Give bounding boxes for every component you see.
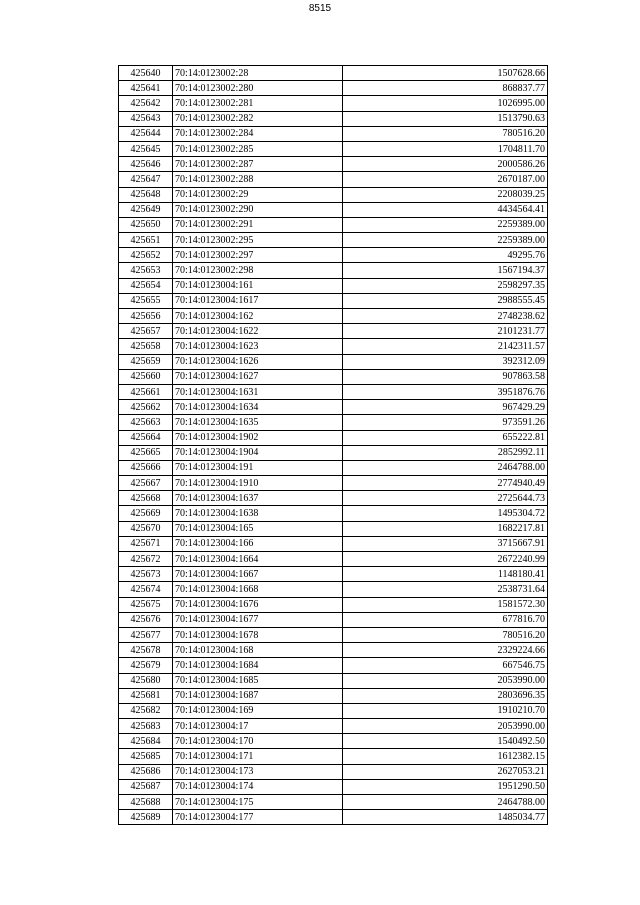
table-row xyxy=(119,233,548,248)
row-number-cell: 425680 xyxy=(119,673,173,688)
cadastral-value-cell: 3951876.76 xyxy=(343,384,548,399)
cadastral-number-cell: 70:14:0123004:169 xyxy=(173,703,343,718)
table-row xyxy=(119,354,548,369)
cadastral-number-cell: 70:14:0123004:175 xyxy=(173,795,343,810)
cadastral-number-cell: 70:14:0123004:1635 xyxy=(173,415,343,430)
table-row xyxy=(119,369,548,384)
cadastral-value-cell: 2464788.00 xyxy=(343,460,548,475)
cadastral-value-cell: 1910210.70 xyxy=(343,703,548,718)
cadastral-number-cell: 70:14:0123002:295 xyxy=(173,233,343,248)
page-number: 8515 xyxy=(308,3,332,14)
row-number-cell: 425644 xyxy=(119,126,173,141)
row-number-cell: 425663 xyxy=(119,415,173,430)
row-number-cell: 425657 xyxy=(119,324,173,339)
cadastral-number-cell: 70:14:0123002:298 xyxy=(173,263,343,278)
row-number-cell: 425673 xyxy=(119,567,173,582)
table-row xyxy=(119,445,548,460)
cadastral-number-cell: 70:14:0123004:1684 xyxy=(173,658,343,673)
table-row xyxy=(119,567,548,582)
row-number-cell: 425667 xyxy=(119,476,173,491)
cadastral-number-cell: 70:14:0123004:1685 xyxy=(173,673,343,688)
row-number-cell: 425681 xyxy=(119,688,173,703)
table-row xyxy=(119,202,548,217)
row-number-cell: 425655 xyxy=(119,293,173,308)
row-number-cell: 425650 xyxy=(119,217,173,232)
cadastral-value-cell: 1513790.63 xyxy=(343,111,548,126)
row-number-cell: 425677 xyxy=(119,627,173,642)
cadastral-number-cell: 70:14:0123004:1677 xyxy=(173,612,343,627)
table-row xyxy=(119,187,548,202)
table-row xyxy=(119,779,548,794)
cadastral-number-cell: 70:14:0123004:174 xyxy=(173,779,343,794)
cadastral-value-cell: 392312.09 xyxy=(343,354,548,369)
row-number-cell: 425688 xyxy=(119,795,173,810)
cadastral-number-cell: 70:14:0123002:281 xyxy=(173,96,343,111)
table-row xyxy=(119,658,548,673)
cadastral-value-cell: 1581572.30 xyxy=(343,597,548,612)
cadastral-number-cell: 70:14:0123002:284 xyxy=(173,126,343,141)
cadastral-value-cell: 2670187.00 xyxy=(343,172,548,187)
table-row xyxy=(119,552,548,567)
cadastral-number-cell: 70:14:0123004:1637 xyxy=(173,491,343,506)
row-number-cell: 425665 xyxy=(119,445,173,460)
row-number-cell: 425678 xyxy=(119,643,173,658)
row-number-cell: 425647 xyxy=(119,172,173,187)
cadastral-number-cell: 70:14:0123004:1617 xyxy=(173,293,343,308)
table-row xyxy=(119,810,548,825)
table-row xyxy=(119,597,548,612)
table-row xyxy=(119,627,548,642)
table-row xyxy=(119,66,548,81)
table-row xyxy=(119,126,548,141)
cadastral-value-cell: 967429.29 xyxy=(343,400,548,415)
cadastral-number-cell: 70:14:0123002:280 xyxy=(173,81,343,96)
cadastral-value-cell: 973591.26 xyxy=(343,415,548,430)
row-number-cell: 425658 xyxy=(119,339,173,354)
table-row xyxy=(119,141,548,156)
cadastral-value-cell: 1704811.70 xyxy=(343,141,548,156)
cadastral-value-cell: 2259389.00 xyxy=(343,217,548,232)
cadastral-value-cell: 2627053.21 xyxy=(343,764,548,779)
cadastral-number-cell: 70:14:0123002:282 xyxy=(173,111,343,126)
cadastral-value-cell: 2748238.62 xyxy=(343,309,548,324)
cadastral-value-cell: 49295.76 xyxy=(343,248,548,263)
row-number-cell: 425645 xyxy=(119,141,173,156)
table-row xyxy=(119,293,548,308)
row-number-cell: 425669 xyxy=(119,506,173,521)
table-row xyxy=(119,582,548,597)
cadastral-value-cell: 2598297.35 xyxy=(343,278,548,293)
table-row xyxy=(119,430,548,445)
table-row xyxy=(119,400,548,415)
table-row xyxy=(119,764,548,779)
cadastral-value-cell: 1148180.41 xyxy=(343,567,548,582)
row-number-cell: 425664 xyxy=(119,430,173,445)
cadastral-value-cell: 2774940.49 xyxy=(343,476,548,491)
cadastral-number-cell: 70:14:0123004:1667 xyxy=(173,567,343,582)
cadastral-value-cell: 907863.58 xyxy=(343,369,548,384)
table-row xyxy=(119,81,548,96)
row-number-cell: 425652 xyxy=(119,248,173,263)
cadastral-number-cell: 70:14:0123004:1627 xyxy=(173,369,343,384)
cadastral-value-cell: 2208039.25 xyxy=(343,187,548,202)
row-number-cell: 425685 xyxy=(119,749,173,764)
cadastral-value-cell: 1540492.50 xyxy=(343,734,548,749)
row-number-cell: 425656 xyxy=(119,309,173,324)
cadastral-value-cell: 1495304.72 xyxy=(343,506,548,521)
row-number-cell: 425689 xyxy=(119,810,173,825)
cadastral-value-cell: 868837.77 xyxy=(343,81,548,96)
cadastral-value-cell: 1507628.66 xyxy=(343,66,548,81)
row-number-cell: 425661 xyxy=(119,384,173,399)
table-row xyxy=(119,734,548,749)
table-row xyxy=(119,263,548,278)
cadastral-number-cell: 70:14:0123004:1638 xyxy=(173,506,343,521)
table-row xyxy=(119,339,548,354)
cadastral-number-cell: 70:14:0123004:1631 xyxy=(173,384,343,399)
row-number-cell: 425654 xyxy=(119,278,173,293)
cadastral-number-cell: 70:14:0123004:191 xyxy=(173,460,343,475)
cadastral-value-cell: 2259389.00 xyxy=(343,233,548,248)
table-row xyxy=(119,795,548,810)
cadastral-value-cell: 677816.70 xyxy=(343,612,548,627)
cadastral-value-cell: 667546.75 xyxy=(343,658,548,673)
table-row xyxy=(119,749,548,764)
cadastral-number-cell: 70:14:0123004:1910 xyxy=(173,476,343,491)
row-number-cell: 425668 xyxy=(119,491,173,506)
cadastral-value-cell: 2101231.77 xyxy=(343,324,548,339)
table-row xyxy=(119,536,548,551)
cadastral-number-cell: 70:14:0123002:291 xyxy=(173,217,343,232)
table-row xyxy=(119,476,548,491)
cadastral-value-cell: 2725644.73 xyxy=(343,491,548,506)
row-number-cell: 425686 xyxy=(119,764,173,779)
cadastral-number-cell: 70:14:0123004:166 xyxy=(173,536,343,551)
table-row xyxy=(119,506,548,521)
cadastral-value-cell: 2803696.35 xyxy=(343,688,548,703)
cadastral-number-cell: 70:14:0123002:290 xyxy=(173,202,343,217)
row-number-cell: 425660 xyxy=(119,369,173,384)
cadastral-value-cell: 1612382.15 xyxy=(343,749,548,764)
cadastral-number-cell: 70:14:0123004:168 xyxy=(173,643,343,658)
row-number-cell: 425676 xyxy=(119,612,173,627)
table-row xyxy=(119,415,548,430)
row-number-cell: 425653 xyxy=(119,263,173,278)
cadastral-number-cell: 70:14:0123002:297 xyxy=(173,248,343,263)
table-row xyxy=(119,612,548,627)
table-row xyxy=(119,688,548,703)
table-row xyxy=(119,460,548,475)
cadastral-value-cell: 1026995.00 xyxy=(343,96,548,111)
cadastral-value-cell: 780516.20 xyxy=(343,627,548,642)
cadastral-value-cell: 4434564.41 xyxy=(343,202,548,217)
cadastral-value-cell: 1567194.37 xyxy=(343,263,548,278)
table-row xyxy=(119,172,548,187)
row-number-cell: 425642 xyxy=(119,96,173,111)
table-row xyxy=(119,703,548,718)
cadastral-value-table xyxy=(118,65,548,825)
table-row xyxy=(119,673,548,688)
table-row xyxy=(119,719,548,734)
row-number-cell: 425648 xyxy=(119,187,173,202)
row-number-cell: 425651 xyxy=(119,233,173,248)
table-row xyxy=(119,491,548,506)
cadastral-number-cell: 70:14:0123002:29 xyxy=(173,187,343,202)
cadastral-number-cell: 70:14:0123004:162 xyxy=(173,309,343,324)
table-row xyxy=(119,324,548,339)
cadastral-value-cell: 780516.20 xyxy=(343,126,548,141)
cadastral-number-cell: 70:14:0123004:1626 xyxy=(173,354,343,369)
row-number-cell: 425670 xyxy=(119,521,173,536)
table-row xyxy=(119,278,548,293)
row-number-cell: 425646 xyxy=(119,157,173,172)
row-number-cell: 425687 xyxy=(119,779,173,794)
cadastral-number-cell: 70:14:0123004:161 xyxy=(173,278,343,293)
cadastral-number-cell: 70:14:0123002:285 xyxy=(173,141,343,156)
cadastral-number-cell: 70:14:0123004:1902 xyxy=(173,430,343,445)
cadastral-number-cell: 70:14:0123004:173 xyxy=(173,764,343,779)
cadastral-number-cell: 70:14:0123002:28 xyxy=(173,66,343,81)
table-row xyxy=(119,248,548,263)
table-row xyxy=(119,111,548,126)
cadastral-number-cell: 70:14:0123004:1678 xyxy=(173,627,343,642)
table-row xyxy=(119,217,548,232)
table-body xyxy=(119,66,548,825)
cadastral-value-cell: 2053990.00 xyxy=(343,719,548,734)
cadastral-number-cell: 70:14:0123004:1664 xyxy=(173,552,343,567)
row-number-cell: 425684 xyxy=(119,734,173,749)
row-number-cell: 425659 xyxy=(119,354,173,369)
cadastral-number-cell: 70:14:0123004:165 xyxy=(173,521,343,536)
row-number-cell: 425672 xyxy=(119,552,173,567)
cadastral-number-cell: 70:14:0123004:170 xyxy=(173,734,343,749)
row-number-cell: 425682 xyxy=(119,703,173,718)
cadastral-number-cell: 70:14:0123004:1623 xyxy=(173,339,343,354)
cadastral-number-cell: 70:14:0123002:288 xyxy=(173,172,343,187)
row-number-cell: 425671 xyxy=(119,536,173,551)
cadastral-value-cell: 3715667.91 xyxy=(343,536,548,551)
table-row xyxy=(119,384,548,399)
row-number-cell: 425662 xyxy=(119,400,173,415)
row-number-cell: 425675 xyxy=(119,597,173,612)
cadastral-value-cell: 2538731.64 xyxy=(343,582,548,597)
cadastral-value-cell: 1485034.77 xyxy=(343,810,548,825)
cadastral-number-cell: 70:14:0123004:171 xyxy=(173,749,343,764)
table-row xyxy=(119,309,548,324)
table-row xyxy=(119,643,548,658)
cadastral-value-cell: 655222.81 xyxy=(343,430,548,445)
cadastral-value-cell: 1682217.81 xyxy=(343,521,548,536)
cadastral-value-cell: 2464788.00 xyxy=(343,795,548,810)
cadastral-value-cell: 2988555.45 xyxy=(343,293,548,308)
cadastral-value-cell: 2852992.11 xyxy=(343,445,548,460)
row-number-cell: 425666 xyxy=(119,460,173,475)
cadastral-value-cell: 2053990.00 xyxy=(343,673,548,688)
cadastral-number-cell: 70:14:0123004:1904 xyxy=(173,445,343,460)
cadastral-number-cell: 70:14:0123002:287 xyxy=(173,157,343,172)
cadastral-number-cell: 70:14:0123004:177 xyxy=(173,810,343,825)
cadastral-value-cell: 2672240.99 xyxy=(343,552,548,567)
cadastral-number-cell: 70:14:0123004:1676 xyxy=(173,597,343,612)
table-row xyxy=(119,157,548,172)
cadastral-number-cell: 70:14:0123004:1622 xyxy=(173,324,343,339)
cadastral-number-cell: 70:14:0123004:1634 xyxy=(173,400,343,415)
row-number-cell: 425679 xyxy=(119,658,173,673)
cadastral-number-cell: 70:14:0123004:1668 xyxy=(173,582,343,597)
row-number-cell: 425683 xyxy=(119,719,173,734)
table-row xyxy=(119,521,548,536)
cadastral-value-cell: 2329224.66 xyxy=(343,643,548,658)
row-number-cell: 425640 xyxy=(119,66,173,81)
row-number-cell: 425674 xyxy=(119,582,173,597)
cadastral-number-cell: 70:14:0123004:1687 xyxy=(173,688,343,703)
row-number-cell: 425643 xyxy=(119,111,173,126)
cadastral-number-cell: 70:14:0123004:17 xyxy=(173,719,343,734)
cadastral-value-cell: 2142311.57 xyxy=(343,339,548,354)
cadastral-value-cell: 2000586.26 xyxy=(343,157,548,172)
table-row xyxy=(119,96,548,111)
row-number-cell: 425649 xyxy=(119,202,173,217)
row-number-cell: 425641 xyxy=(119,81,173,96)
cadastral-value-cell: 1951290.50 xyxy=(343,779,548,794)
